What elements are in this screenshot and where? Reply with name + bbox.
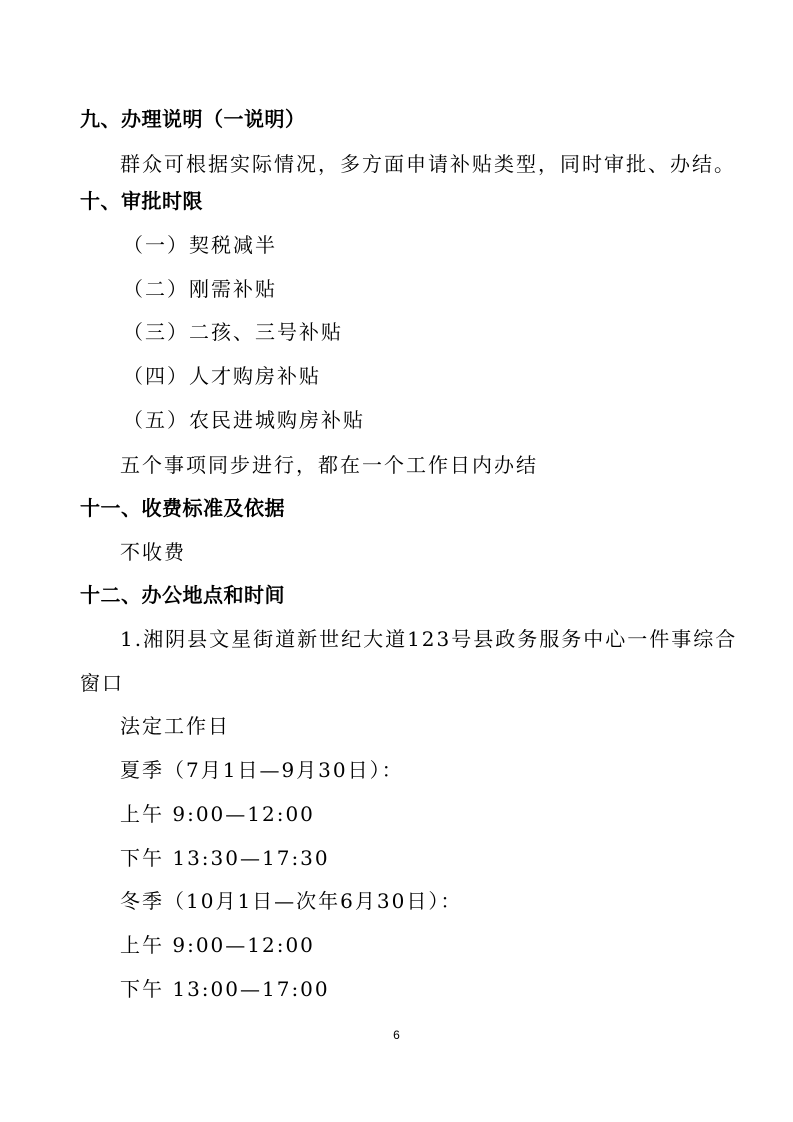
summer-am-hours: 上午 9:00—12:00 (120, 802, 315, 826)
winter-am-hours: 上午 9:00—12:00 (120, 933, 315, 957)
winter-label: 冬季（10月1日—次年6月30日）： (120, 889, 463, 913)
section-11-body: 不收费 (120, 540, 186, 564)
summer-label: 夏季（7月1日—9月30日）： (120, 758, 404, 782)
section-10-note: 五个事项同步进行，都在一个工作日内办结 (120, 453, 538, 477)
section-11-heading: 十一、收费标准及依据 (80, 496, 285, 520)
list-item: （五）农民进城购房补贴 (123, 408, 365, 432)
section-12-heading: 十二、办公地点和时间 (80, 583, 285, 607)
summer-pm-hours: 下午 13:30—17:30 (120, 846, 330, 870)
section-9-body: 群众可根据实际情况，多方面申请补贴类型，同时审批、办结。 (120, 152, 736, 176)
list-item: （四）人才购房补贴 (123, 364, 321, 388)
section-9-heading: 九、办理说明（一说明） (80, 107, 306, 131)
winter-pm-hours: 下午 13:00—17:00 (120, 977, 330, 1001)
address-line-1: 1.湘阴县文星街道新世纪大道123号县政务服务中心一件事综合 (120, 627, 738, 651)
address-line-2: 窗口 (80, 671, 124, 695)
list-item: （一）契税减半 (123, 233, 277, 257)
list-item: （三）二孩、三号补贴 (123, 320, 343, 344)
section-10-heading: 十、审批时限 (80, 189, 203, 213)
page-number: 6 (393, 1028, 400, 1042)
workday-label: 法定工作日 (120, 714, 230, 738)
list-item: （二）刚需补贴 (123, 277, 277, 301)
